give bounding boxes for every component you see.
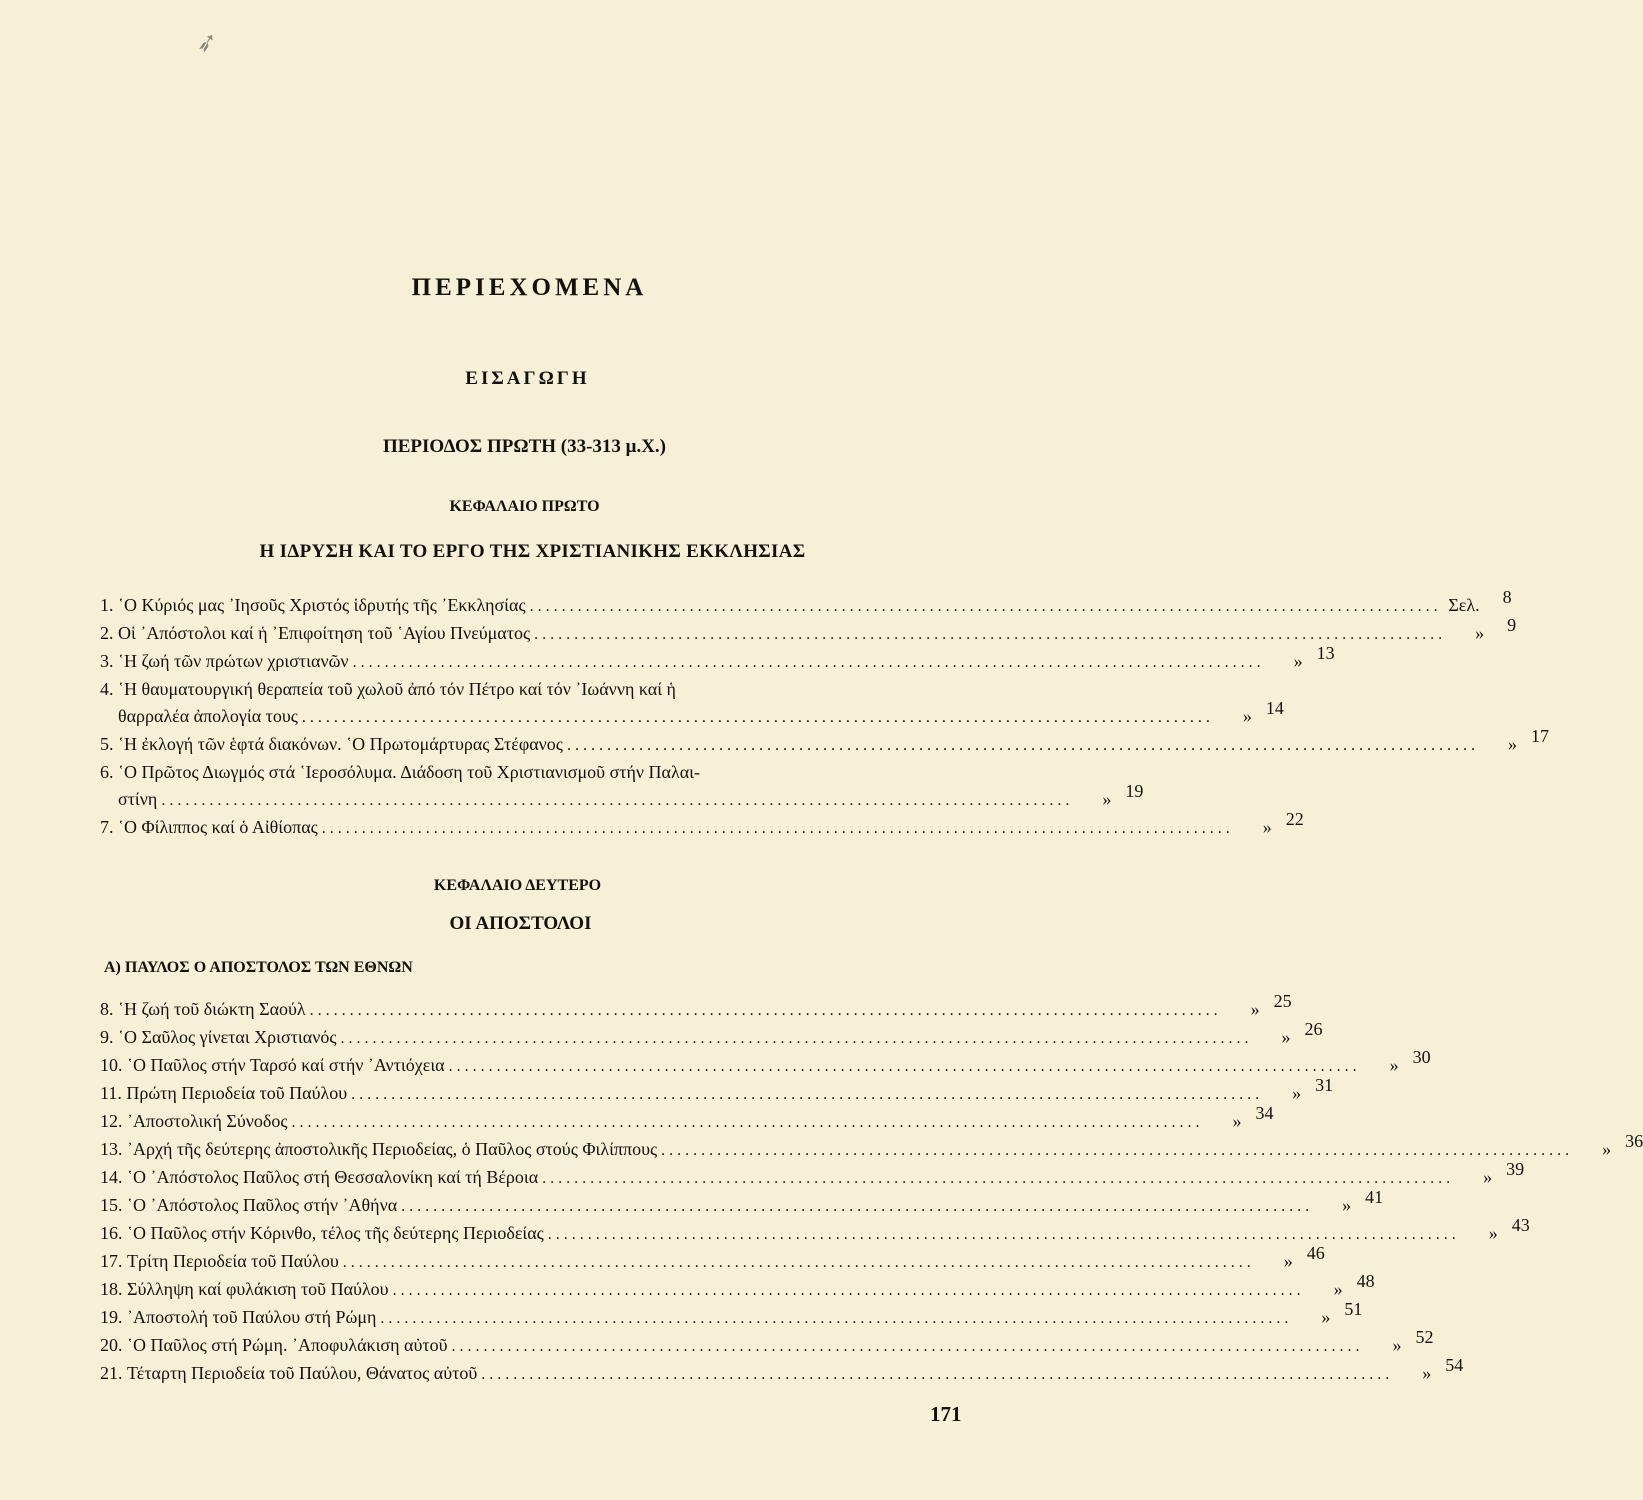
page-marker: » [1281,1027,1291,1047]
toc-entry[interactable] [100,1299,1363,1332]
entry-page: 22 [1285,809,1304,829]
entry-page: 52 [1415,1327,1434,1347]
entry-number: 18. [100,1279,123,1299]
entry-title: ῾Ο Σαῦλος γίνεται Χριστιανός [118,1027,337,1047]
entry-page: 25 [1273,991,1292,1011]
toc-entry[interactable] [100,587,1512,620]
toc-entry[interactable] [100,991,1292,1024]
page-marker: » [1232,1111,1242,1131]
page-marker: » [1333,1279,1343,1299]
dot-leader [481,1361,1389,1388]
page-marker: » [1488,1223,1498,1243]
dot-leader [302,704,1210,731]
page-marker: » [1242,706,1252,726]
toc-entry[interactable] [100,643,1335,676]
entry-title: θαρραλέα ἀπολογία τους [118,706,298,726]
toc-entry[interactable] [100,698,1284,731]
entry-number: 10. [100,1055,123,1075]
page-marker: » [1475,623,1485,643]
entry-title: ᾿Αποστολική Σύνοδος [127,1111,288,1131]
dot-leader [351,1081,1259,1108]
page-marker: » [1392,1335,1402,1355]
toc-entry-first-line [100,759,972,786]
dot-leader [161,787,1069,814]
entry-page: 43 [1511,1215,1530,1235]
toc-entry-first-line [100,676,972,703]
entry-title: ῾Η ἐκλογή τῶν ἑφτά διακόνων. ῾Ο Πρωτομάρτυρας Στέφανος [118,734,563,754]
page-marker: » [1102,789,1112,809]
dot-leader [452,1333,1360,1360]
entry-number: 16. [100,1223,123,1243]
dot-leader [542,1165,1450,1192]
page-marker: » [1292,1083,1302,1103]
page-marker: » [1483,1167,1493,1187]
entry-page: 48 [1356,1271,1375,1291]
entry-number: 4. [100,679,114,699]
page-marker: » [1342,1195,1352,1215]
entry-number: 20. [100,1335,123,1355]
toc-entry[interactable] [100,1215,1530,1248]
toc-entry[interactable] [100,615,1517,648]
entry-title: ῾Ο Φίλιππος καί ὁ Αἰθίοπας [118,817,318,837]
entry-title: ῾Ο ᾿Απόστολος Παῦλος στήν ᾿Αθήνα [127,1195,398,1215]
entry-number: 9. [100,1027,114,1047]
chapter2-title: ΟΙ ΑΠΟΣΤΟΛΟΙ [449,913,592,934]
entry-page: 54 [1445,1355,1464,1375]
dot-leader [661,1137,1569,1164]
dot-leader [310,997,1218,1024]
entry-title: Σύλληψη καί φυλάκιση τοῦ Παύλου [127,1279,389,1299]
entry-page: 19 [1125,781,1144,801]
entry-page: 26 [1304,1019,1323,1039]
entry-number: 2. [100,623,114,643]
entry-number: 1. [100,595,114,615]
toc-entry[interactable] [100,1047,1431,1080]
entry-title: Πρώτη Περιοδεία τοῦ Παύλου [126,1083,348,1103]
page-marker: » [1321,1307,1331,1327]
entry-title-line1: ῾Η θαυματουργική θεραπεία τοῦ χωλοῦ ἀπό τόν Πέτρο καί τόν ᾿Ιωάννη καί ἡ [118,679,676,699]
entry-page: 9 [1507,615,1517,635]
entry-number: 13. [100,1139,123,1159]
entry-page: 39 [1506,1159,1525,1179]
dot-leader [401,1193,1309,1220]
toc-entry[interactable] [100,809,1304,842]
entry-page: 30 [1412,1047,1431,1067]
page-marker: » [1507,734,1517,754]
entry-page: 14 [1265,698,1284,718]
section-a-heading: Α) ΠΑΥΛΟΣ Ο ΑΠΟΣΤΟΛΟΣ ΤΩΝ ΕΘΝΩΝ [104,959,413,976]
page-marker: » [1262,817,1272,837]
toc-entry[interactable] [100,1187,1384,1220]
chapter2-label: ΚΕΦΑΛΑΙΟ ΔΕΥΤΕΡΟ [433,877,602,894]
dot-leader [322,815,1230,842]
page-marker: » [1389,1055,1399,1075]
dot-leader [530,593,1438,620]
entry-number: 8. [100,999,114,1019]
toc-entry[interactable] [100,1103,1274,1136]
period-title: ΠΕΡΙΟΔΟΣ ΠΡΩΤΗ (33-313 μ.Χ.) [382,436,666,457]
entry-number: 3. [100,651,114,671]
entry-title: ῾Ο Παῦλος στήν Κόρινθο, τέλος τῆς δεύτερης Περιοδείας [127,1223,544,1243]
entry-title: στίνη [118,789,158,809]
entry-page: 31 [1315,1075,1334,1095]
toc-entry[interactable] [100,1327,1434,1360]
entry-page: 36 [1625,1131,1643,1151]
page-marker: » [1422,1363,1432,1383]
page-marker: Σελ. [1448,595,1480,615]
entry-page: 41 [1365,1187,1384,1207]
entry-title: Τρίτη Περιοδεία τοῦ Παύλου [127,1251,339,1271]
entry-title: ᾿Αρχή τῆς δεύτερης ἀποστολικῆς Περιοδείας, ὁ Παῦλος στούς Φιλίππους [127,1139,658,1159]
entry-page: 17 [1530,726,1549,746]
chapter1-label: ΚΕΦΑΛΑΙΟ ΠΡΩΤΟ [449,498,600,515]
entry-page: 51 [1344,1299,1363,1319]
entry-title-line1: ῾Ο Πρῶτος Διωγμός στά ῾Ιεροσόλυμα. Διάδοση τοῦ Χριστιανισμοῦ στήν Παλαι- [118,762,700,782]
page-marker: » [1293,651,1303,671]
dot-leader [340,1025,1248,1052]
entry-page: 8 [1502,587,1512,607]
entry-number: 14. [100,1167,123,1187]
entry-number: 11. [100,1083,122,1103]
entry-title: ῾Η ζωή τῶν πρώτων χριστιανῶν [118,651,349,671]
dot-leader [393,1277,1301,1304]
dot-leader [380,1305,1288,1332]
toc-entry[interactable] [100,1159,1525,1192]
dot-leader [343,1249,1251,1276]
ink-mark: ➶ [193,26,221,59]
entry-title: ῾Ο ᾿Απόστολος Παῦλος στή Θεσσαλονίκη καί τή Βέροια [127,1167,539,1187]
toc-entry[interactable] [100,1075,1334,1108]
toc-entry[interactable] [100,1131,1643,1164]
main-title: ΠΕΡΙΕΧΟΜΕΝΑ [411,274,648,301]
toc-entry[interactable] [100,1355,1464,1388]
entry-number: 7. [100,817,114,837]
entry-page: 46 [1306,1243,1325,1263]
entry-page: 34 [1255,1103,1274,1123]
page-number: 171 [930,1402,962,1426]
dot-leader [449,1053,1357,1080]
page-marker: » [1283,1251,1293,1271]
toc-entry[interactable] [100,1019,1323,1052]
toc-entry[interactable] [100,726,1549,759]
chapter1-title: Η ΙΔΡΥΣΗ ΚΑΙ ΤΟ ΕΡΓΟ ΤΗΣ ΧΡΙΣΤΙΑΝΙΚΗΣ ΕΚΚΛΗΣΙΑΣ [259,541,806,562]
toc-entry[interactable] [100,1243,1325,1276]
entry-title: Οἱ ᾿Απόστολοι καί ἡ ᾿Επιφοίτηση τοῦ ῾Αγίου Πνεύματος [118,623,531,643]
intro-title: ΕΙΣΑΓΩΓΗ [465,368,590,389]
chapter2-toc [100,991,1643,1388]
page-marker: » [1250,999,1260,1019]
dot-leader [353,649,1261,676]
entry-title: ῾Ο Κύριός μας ᾿Ιησοῦς Χριστός ἱδρυτής τῆς ᾿Εκκλησίας [118,595,526,615]
page-marker: » [1602,1139,1612,1159]
entry-number: 19. [100,1307,123,1327]
entry-number: 17. [100,1251,123,1271]
dot-leader [567,732,1475,759]
entry-title: ῾Ο Παῦλος στήν Ταρσό καί στήν ᾿Αντιόχεια [127,1055,445,1075]
entry-title: ᾿Αποστολή τοῦ Παύλου στή Ρώμη [127,1307,377,1327]
toc-entry[interactable] [100,1271,1375,1304]
toc-entry[interactable] [100,781,1144,814]
entry-title: ῾Η ζωή τοῦ διώκτη Σαούλ [118,999,306,1019]
entry-title: ῾Ο Παῦλος στή Ρώμη. ᾿Αποφυλάκιση αὐτοῦ [127,1335,448,1355]
entry-title: Τέταρτη Περιοδεία τοῦ Παύλου, Θάνατος αὐτοῦ [127,1363,478,1383]
entry-number: 15. [100,1195,123,1215]
entry-number: 6. [100,762,114,782]
entry-number: 21. [100,1363,123,1383]
dot-leader [292,1109,1200,1136]
entry-page: 13 [1316,643,1335,663]
chapter1-toc [100,587,1549,842]
entry-number: 5. [100,734,114,754]
entry-number: 12. [100,1111,123,1131]
